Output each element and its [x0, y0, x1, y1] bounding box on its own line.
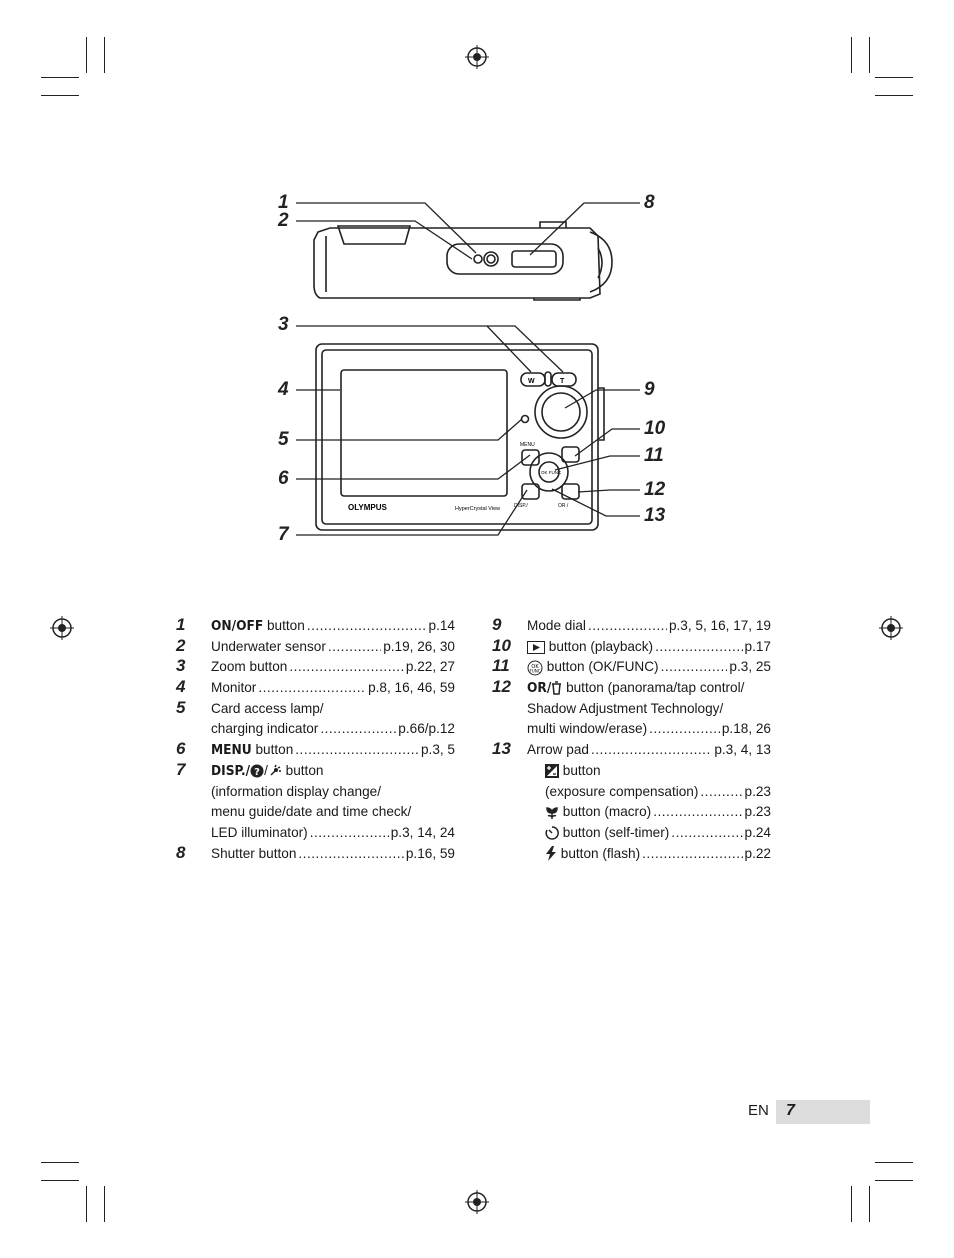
camera-top-body [314, 228, 600, 298]
camera-brand: OLYMPUS [348, 503, 387, 512]
callout-1: 1 [278, 192, 289, 213]
crop-mark [86, 1186, 87, 1222]
flash-icon [545, 846, 557, 861]
macro-icon [545, 806, 559, 820]
crop-mark [41, 1162, 79, 1163]
footer-language: EN [748, 1102, 769, 1119]
crop-mark [875, 1180, 913, 1181]
list-item: 5 Card access lamp/ charging indicator ..... p.66/p.12 [211, 699, 455, 740]
underwater-sensor [474, 255, 482, 263]
page-number: 7 [786, 1102, 795, 1119]
list-subitems: button (exposure compensation) ..... p.23 button (macro) ..... p.23 button (self-timer) ..... p.24 button (flash) ..... p.22 [527, 761, 771, 864]
callout-4: 4 [278, 379, 289, 400]
self-timer-icon [545, 826, 559, 840]
zoom-w-label: W [528, 378, 535, 385]
camera-strap-mount [590, 232, 612, 292]
list-item: 4 Monitor ..... p.8, 16, 46, 59 [211, 678, 455, 699]
crop-mark [851, 1186, 852, 1222]
list-item: 11 OK FUNC button (OK/FUNC) ..... p.3, 25 [527, 657, 771, 678]
shutter-button [512, 251, 556, 267]
card-access-lamp [522, 416, 529, 423]
camera-top-panel [447, 244, 563, 274]
registration-mark [50, 616, 74, 640]
registration-mark [465, 1190, 489, 1214]
list-item: 1 ON/OFF button ..... p.14 [211, 616, 455, 637]
list-item: 6 MENU button ..... p.3, 5 [211, 740, 455, 761]
crop-mark [104, 1186, 105, 1222]
erase-icon [551, 681, 562, 695]
crop-mark [869, 1186, 870, 1222]
callout-13: 13 [644, 505, 666, 526]
registration-mark [879, 616, 903, 640]
list-item: 9 Mode dial ..... p.3, 5, 16, 17, 19 [527, 616, 771, 637]
list-item: 7 DISP./ ? / button (information display change/ menu guide/date and time check/ LED illuminator) ..... p.3, 14, 24 [211, 761, 455, 844]
camera-menu-label: MENU [520, 442, 535, 448]
list-item: 8 Shutter button ..... p.16, 59 [211, 844, 455, 865]
svg-text:OK: OK [531, 663, 539, 670]
callout-2: 2 [278, 210, 289, 231]
power-button [484, 252, 498, 266]
ok-func-icon [527, 660, 543, 676]
svg-text:FUNC: FUNC [529, 668, 541, 674]
led-illuminator-icon [268, 764, 282, 778]
camera-screen-label: HyperCrystal View [455, 506, 501, 512]
exposure-compensation-icon [545, 764, 559, 778]
svg-text:?: ? [254, 767, 260, 779]
callout-10: 10 [644, 418, 666, 439]
guide-icon [250, 764, 264, 778]
disp-label: DISP./ [514, 503, 528, 509]
monitor [341, 370, 507, 496]
list-item: 2 Underwater sensor ..... p.19, 26, 30 [211, 637, 455, 658]
callout-12: 12 [644, 479, 666, 500]
zoom-t-label: T [560, 378, 565, 385]
parts-list-right [492, 615, 771, 864]
crop-mark [875, 1162, 913, 1163]
list-item: 3 Zoom button ..... p.22, 27 [211, 657, 455, 678]
callout-6: 6 [278, 468, 289, 489]
callout-11: 11 [644, 445, 664, 466]
or-label: OR / [558, 503, 569, 509]
callout-9: 9 [644, 379, 655, 400]
callout-7: 7 [278, 524, 289, 545]
camera-diagram [0, 0, 954, 600]
parts-list-left [176, 615, 455, 864]
callout-8: 8 [644, 192, 655, 213]
callout-3: 3 [278, 314, 289, 335]
crop-mark [41, 1180, 79, 1181]
playback-icon [527, 641, 545, 654]
callout-5: 5 [278, 429, 289, 450]
list-item: 13 Arrow pad ..... p.3, 4, 13 [527, 740, 771, 761]
or-button [562, 484, 579, 499]
list-item: 10 button (playback) ..... p.17 [527, 637, 771, 658]
list-item: 12 OR/ button (panorama/tap control/ Shadow Adjustment Technology/ multi window/erase) ..... p.18, 26 [527, 678, 771, 740]
ok-func-label: OK FUNC [541, 470, 562, 475]
